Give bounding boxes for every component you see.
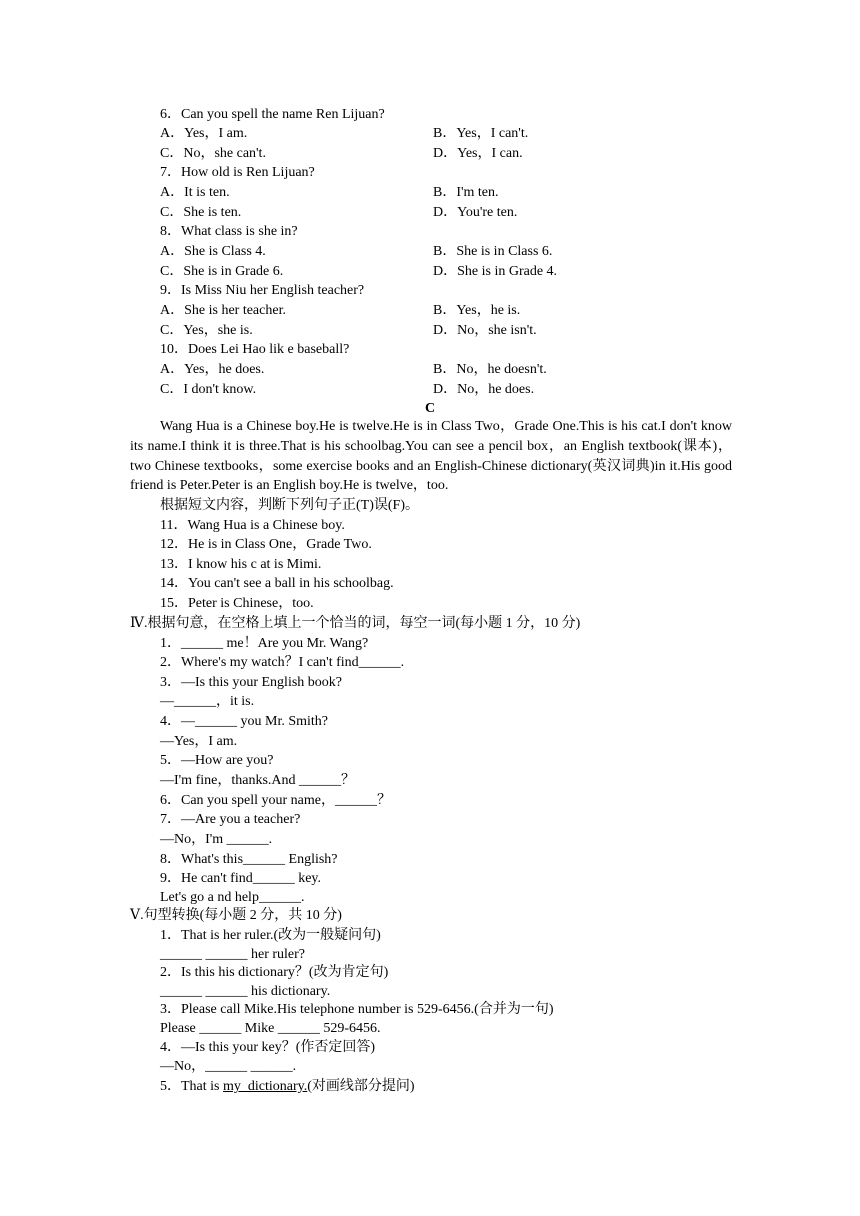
underlined-phrase: my dictionary. bbox=[223, 1079, 308, 1094]
fill-line: 9．He can't find______ key. bbox=[160, 871, 322, 886]
fill-line: —I'm fine，thanks.And ______？ bbox=[160, 773, 356, 788]
transform-line: ______ ______ her ruler? bbox=[160, 947, 306, 962]
q10-option-d: D．No，he does. bbox=[433, 382, 535, 397]
q9-option-b: B．Yes，he is. bbox=[433, 303, 521, 318]
transform-line: Please ______ Mike ______ 529-6456. bbox=[160, 1021, 381, 1036]
q10-option-c: C．I don't know. bbox=[160, 382, 257, 397]
transform-line: 1．That is her ruler.(改为一般疑问句) bbox=[160, 928, 381, 943]
fill-line: —Yes，I am. bbox=[160, 734, 238, 749]
q9-option-c: C．Yes，she is. bbox=[160, 323, 253, 338]
q8-option-b: B．She is in Class 6. bbox=[433, 244, 553, 259]
fill-line: —No，I'm ______. bbox=[160, 832, 273, 847]
q8-option-c: C．She is in Grade 6. bbox=[160, 264, 284, 279]
fill-line: 3．—Is this your English book? bbox=[160, 675, 342, 690]
transform-line: 4．—Is this your key？(作否定回答) bbox=[160, 1040, 376, 1055]
transform-5-prefix: 5．That is bbox=[160, 1079, 223, 1094]
q8-option-a: A．She is Class 4. bbox=[160, 244, 266, 259]
transform-line: 2．Is this his dictionary？(改为肯定句) bbox=[160, 965, 389, 980]
tf-item-13: 13．I know his c at is Mimi. bbox=[160, 557, 322, 572]
fill-line: 7．—Are you a teacher? bbox=[160, 812, 301, 827]
question-9: 9．Is Miss Niu her English teacher? bbox=[160, 283, 365, 298]
question-8: 8．What class is she in? bbox=[160, 224, 298, 239]
section-4-title: Ⅳ.根据句意，在空格上填上一个恰当的词，每空一词(每小题 1 分，10 分) bbox=[130, 616, 581, 631]
q7-option-c: C．She is ten. bbox=[160, 205, 242, 220]
transform-line: 3．Please call Mike.His telephone number is 529-6456.(合并为一句) bbox=[160, 1002, 554, 1017]
fill-line: 5．—How are you? bbox=[160, 753, 274, 768]
transform-line: ______ ______ his dictionary. bbox=[160, 984, 331, 999]
q6-option-d: D．Yes，I can. bbox=[433, 146, 523, 161]
tf-item-15: 15．Peter is Chinese，too. bbox=[160, 596, 314, 611]
q6-option-a: A．Yes，I am. bbox=[160, 126, 248, 141]
fill-line: 6．Can you spell your name，______？ bbox=[160, 793, 391, 808]
fill-line: Let's go a nd help______. bbox=[160, 890, 305, 905]
fill-line: 1．______ me！Are you Mr. Wang? bbox=[160, 636, 369, 651]
q6-option-b: B．Yes，I can't. bbox=[433, 126, 529, 141]
q7-option-a: A．It is ten. bbox=[160, 185, 230, 200]
q7-option-d: D．You're ten. bbox=[433, 205, 518, 220]
fill-line: —______，it is. bbox=[160, 694, 255, 709]
q8-option-d: D．She is in Grade 4. bbox=[433, 264, 558, 279]
q7-option-b: B．I'm ten. bbox=[433, 185, 499, 200]
transform-5-suffix: (对画线部分提问) bbox=[307, 1079, 415, 1094]
section-5-title: Ⅴ.句型转换(每小题 2 分，共 10 分) bbox=[130, 908, 342, 923]
section-c-instruction: 根据短文内容，判断下列句子正(T)误(F)。 bbox=[160, 498, 419, 513]
transform-line-5 bbox=[160, 1077, 415, 1096]
section-c-heading: C bbox=[424, 401, 436, 416]
q6-option-c: C．No，she can't. bbox=[160, 146, 266, 161]
tf-item-11: 11．Wang Hua is a Chinese boy. bbox=[160, 518, 345, 533]
q9-option-d: D．No，she isn't. bbox=[433, 323, 537, 338]
fill-line: 4．—______ you Mr. Smith? bbox=[160, 714, 329, 729]
tf-item-12: 12．He is in Class One，Grade Two. bbox=[160, 537, 372, 552]
q10-option-b: B．No，he doesn't. bbox=[433, 362, 547, 377]
section-c-passage: Wang Hua is a Chinese boy.He is twelve.He is in Class Two，Grade One.This is his cat.I don't know its name.I think it is three.That is his schoolbag.You can see a pencil box，an English textbook(课本)，two Chinese textbooks，some exercise books and an English-Chinese dictionary(英汉词典)in it.His good friend is Peter.Peter is an English boy.He is twelve，too. bbox=[130, 419, 732, 494]
question-7: 7．How old is Ren Lijuan? bbox=[160, 165, 315, 180]
question-6: 6．Can you spell the name Ren Lijuan? bbox=[160, 107, 385, 122]
tf-item-14: 14．You can't see a ball in his schoolbag. bbox=[160, 576, 394, 591]
transform-line: —No，______ ______. bbox=[160, 1059, 297, 1074]
fill-line: 2．Where's my watch？I can't find______. bbox=[160, 655, 405, 670]
q10-option-a: A．Yes，he does. bbox=[160, 362, 265, 377]
fill-line: 8．What's this______ English? bbox=[160, 852, 338, 867]
q9-option-a: A．She is her teacher. bbox=[160, 303, 286, 318]
question-10: 10．Does Lei Hao lik e baseball? bbox=[160, 342, 350, 357]
